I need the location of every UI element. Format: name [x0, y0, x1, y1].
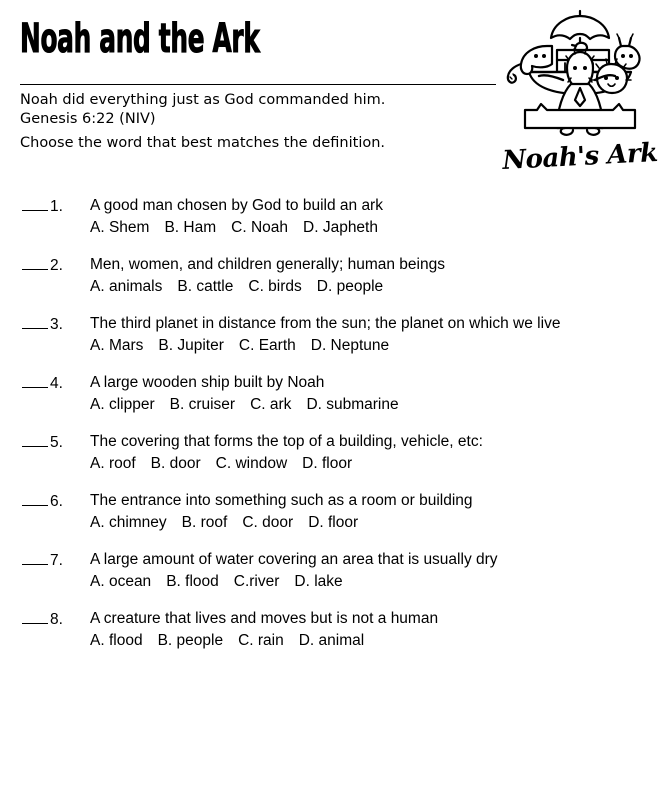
- answer-options: [90, 335, 655, 356]
- question-body: [90, 491, 665, 533]
- question-row: [22, 491, 665, 533]
- answer-options: [90, 512, 655, 533]
- question-number: 8.: [50, 611, 63, 628]
- answer-options: [90, 571, 655, 592]
- question-body: [90, 255, 665, 297]
- question-text: A large wooden ship built by Noah: [90, 374, 325, 391]
- answer-blank[interactable]: [22, 505, 48, 506]
- answer-option[interactable]: B. people: [157, 632, 224, 649]
- question-row: [22, 373, 665, 415]
- answer-option[interactable]: D. people: [316, 278, 384, 295]
- question-text: A creature that lives and moves but is not a human: [90, 610, 439, 627]
- answer-option[interactable]: B. flood: [166, 573, 219, 590]
- answer-options: [90, 394, 655, 415]
- answer-option[interactable]: A. flood: [90, 632, 143, 649]
- question-number: 1.: [50, 198, 63, 215]
- answer-option[interactable]: C. Earth: [238, 337, 296, 354]
- answer-options: [90, 276, 655, 297]
- question-body: [90, 373, 665, 415]
- question-row: [22, 196, 665, 238]
- answer-option[interactable]: D. Japheth: [303, 219, 378, 236]
- answer-option[interactable]: D. animal: [298, 632, 365, 649]
- answer-option[interactable]: D. floor: [302, 455, 353, 472]
- answer-option[interactable]: C. birds: [248, 278, 302, 295]
- answer-option[interactable]: A. Mars: [90, 337, 144, 354]
- question-item: [0, 609, 665, 651]
- question-number: 3.: [50, 316, 63, 333]
- question-item: [0, 255, 665, 297]
- answer-option[interactable]: D. submarine: [306, 396, 399, 413]
- page-title: Noah and the Ark: [20, 16, 260, 62]
- question-text: The covering that forms the top of a building, vehicle, etc:: [90, 433, 483, 450]
- question-item: [0, 491, 665, 533]
- answer-option[interactable]: C. ark: [250, 396, 292, 413]
- bible-verse-reference: Genesis 6:22 (NIV): [20, 111, 156, 127]
- question-row: [22, 255, 665, 297]
- answer-blank[interactable]: [22, 387, 48, 388]
- answer-option[interactable]: B. cruiser: [169, 396, 236, 413]
- question-item: [0, 373, 665, 415]
- answer-option[interactable]: D. Neptune: [310, 337, 390, 354]
- answer-blank[interactable]: [22, 564, 48, 565]
- answer-blank[interactable]: [22, 269, 48, 270]
- question-row: [22, 314, 665, 356]
- question-text: A good man chosen by God to build an ark: [90, 197, 383, 214]
- question-number: 4.: [50, 375, 63, 392]
- answer-option[interactable]: C.river: [233, 573, 280, 590]
- bible-verse: [20, 91, 385, 129]
- answer-options: [90, 217, 655, 238]
- answer-option[interactable]: A. clipper: [90, 396, 155, 413]
- question-body: [90, 196, 665, 238]
- answer-option[interactable]: A. ocean: [90, 573, 152, 590]
- question-list: [0, 196, 665, 668]
- answer-option[interactable]: A. animals: [90, 278, 163, 295]
- question-number: 5.: [50, 434, 63, 451]
- answer-option[interactable]: C. Noah: [231, 219, 289, 236]
- answer-option[interactable]: A. Shem: [90, 219, 150, 236]
- answer-blank[interactable]: [22, 210, 48, 211]
- question-body: [90, 432, 665, 474]
- answer-option[interactable]: A. roof: [90, 455, 136, 472]
- question-item: [0, 314, 665, 356]
- ark-scene-icon: [495, 2, 665, 152]
- bible-verse-text: Noah did everything just as God commanded him.: [20, 92, 386, 108]
- question-number: 6.: [50, 493, 63, 510]
- question-body: [90, 609, 665, 651]
- question-body: [90, 314, 665, 356]
- instruction-text: Choose the word that best matches the definition.: [20, 135, 386, 151]
- answer-blank[interactable]: [22, 623, 48, 624]
- question-row: [22, 432, 665, 474]
- answer-option[interactable]: B. Jupiter: [158, 337, 224, 354]
- answer-blank[interactable]: [22, 328, 48, 329]
- answer-option[interactable]: B. Ham: [164, 219, 217, 236]
- question-text: The entrance into something such as a room or building: [90, 492, 473, 509]
- question-text: The third planet in distance from the sun; the planet on which we live: [90, 315, 561, 332]
- question-row: [22, 550, 665, 592]
- answer-blank[interactable]: [22, 446, 48, 447]
- question-item: [0, 196, 665, 238]
- question-row: [22, 609, 665, 651]
- question-text: Men, women, and children generally; human beings: [90, 256, 445, 273]
- answer-option[interactable]: B. cattle: [177, 278, 234, 295]
- answer-option[interactable]: C. door: [242, 514, 294, 531]
- question-number: 2.: [50, 257, 63, 274]
- question-item: [0, 432, 665, 474]
- answer-option[interactable]: A. chimney: [90, 514, 167, 531]
- answer-options: [90, 453, 655, 474]
- answer-options: [90, 630, 655, 651]
- question-number: 7.: [50, 552, 63, 569]
- answer-option[interactable]: C. window: [215, 455, 288, 472]
- answer-option[interactable]: B. roof: [181, 514, 228, 531]
- question-text: A large amount of water covering an area that is usually dry: [90, 551, 498, 568]
- question-item: [0, 550, 665, 592]
- title-divider: [20, 84, 496, 85]
- answer-option[interactable]: D. lake: [294, 573, 343, 590]
- answer-option[interactable]: B. door: [150, 455, 201, 472]
- noahs-ark-illustration: [495, 2, 665, 192]
- ark-caption: Noah's Ark: [501, 137, 659, 177]
- question-body: [90, 550, 665, 592]
- answer-option[interactable]: D. floor: [308, 514, 359, 531]
- answer-option[interactable]: C. rain: [238, 632, 284, 649]
